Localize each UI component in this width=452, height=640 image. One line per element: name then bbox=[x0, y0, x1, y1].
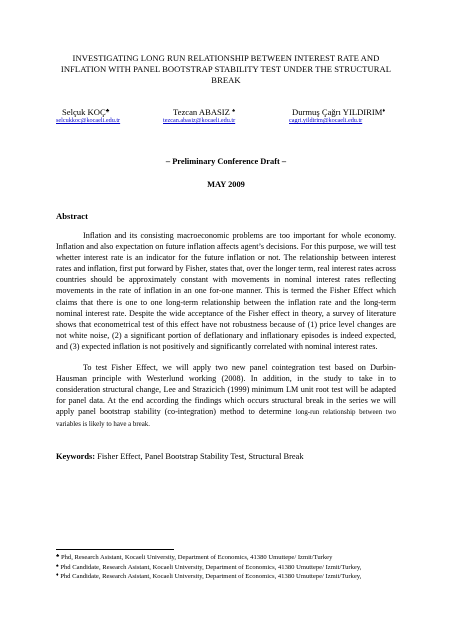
keywords bbox=[56, 452, 396, 462]
footnotes bbox=[56, 553, 396, 582]
abstract-paragraph-1: Inflation and its consisting macroeconomic problems are too important for whole economy. Inflation and also expectation on future inflation affects agent’s decisions. For this purpose, we will test whetter interest rate is an indicator for the future inflation or not. The relationship between interest rates and inflation, first put forward by Fisher, states that, over the longer term, real interest rates across countries should be approximately constant with movements in nominal interest rates reflecting movements in the rate of inflation in an one for-one manner. This is termed the Fisher Effect which claims that there is one to one long-term relationship between the inflation rate and the long-term nominal interest rate. Despite the wide acceptance of the Fisher effect in theory, a survey of literature shows that econometrical test of this effect have not robustness because of (1) price level changes are not white noise, (2) a significant portion of deflationary and inflationary episodes is indeed expected, and (3) expected inflation is not positively and significantly correlated with nominal interest rates. bbox=[56, 231, 396, 351]
author-3-mark: ♦ bbox=[382, 108, 386, 114]
keywords-label: Keywords: bbox=[56, 452, 96, 461]
author-2-mark: ♠ bbox=[232, 108, 235, 114]
abstract-paragraph-2-tail: long-run relationship between two variables is likely to have a break. bbox=[56, 409, 397, 429]
author-2-name: Tezcan ABASIZ bbox=[173, 107, 230, 117]
keywords-text: Fisher Effect, Panel Bootstrap Stability Test, Structural Break bbox=[97, 452, 304, 461]
paper-title: INVESTIGATING LONG RUN RELATIONSHIP BETWEEN INTEREST RATE AND INFLATION WITH PANEL BOOTSTRAP STABILITY TEST UNDER THE STRUCTURAL BREAK bbox=[60, 53, 392, 86]
footnote-3-text: Phd Candidate, Research Asistant, Kocaeli University, Department of Economics, 41380 Umuttepe/ Izmit/Turkey, bbox=[60, 573, 362, 581]
footnote-2-text: Phd Candidate, Research Asistant, Kocaeli University, Department of Economics, 41380 Umuttepe/ Izmit/Turkey, bbox=[60, 563, 362, 571]
abstract-heading: Abstract bbox=[56, 211, 88, 221]
footnote-1-mark: ♣ bbox=[56, 554, 60, 559]
footnote-2-mark: ♠ bbox=[56, 563, 59, 569]
author-1-email[interactable]: selcukkoc@kocaeli.edu.tr bbox=[56, 117, 121, 124]
author-2-email[interactable]: tezcan.abasiz@kocaeli.edu.tr bbox=[163, 117, 236, 124]
footnote-divider bbox=[56, 549, 174, 550]
author-1 bbox=[62, 106, 109, 117]
footnote-3 bbox=[56, 572, 396, 582]
author-3-email[interactable]: cagri.yildirim@kocaeli.edu.tr bbox=[289, 117, 363, 124]
author-2 bbox=[173, 106, 235, 117]
footnote-2 bbox=[56, 563, 396, 573]
author-1-mark: ♣ bbox=[105, 108, 110, 114]
abstract-paragraph-2-text: To test Fisher Effect, we will apply two new panel cointegration test based on Durbin-Hausman principle with Westerlund working (2008). In addition, in the study to take in to consideration structural change, Lee and Strazicich (1999) minimum LM unit root test will be adapted for panel data. At the end according the findings which occurs structural break in the series we will apply panel bootstrap stability (co-integration) method to determine bbox=[56, 363, 396, 417]
footnote-1-text: Phd, Research Asistant, Kocaeli University, Department of Economics, 41380 Umuttepe/ Izmit/Turkey bbox=[60, 554, 333, 561]
abstract-paragraph-2 bbox=[56, 362, 396, 431]
author-1-name: Selçuk KOÇ bbox=[62, 107, 106, 117]
footnote-3-mark: ♦ bbox=[56, 573, 59, 579]
footnote-1 bbox=[56, 553, 396, 563]
author-3-name: Durmuş Çağrı YILDIRIM bbox=[292, 107, 383, 117]
draft-date: MAY 2009 bbox=[207, 180, 245, 189]
draft-label: – Preliminary Conference Draft – bbox=[165, 157, 287, 166]
author-3 bbox=[292, 106, 385, 117]
